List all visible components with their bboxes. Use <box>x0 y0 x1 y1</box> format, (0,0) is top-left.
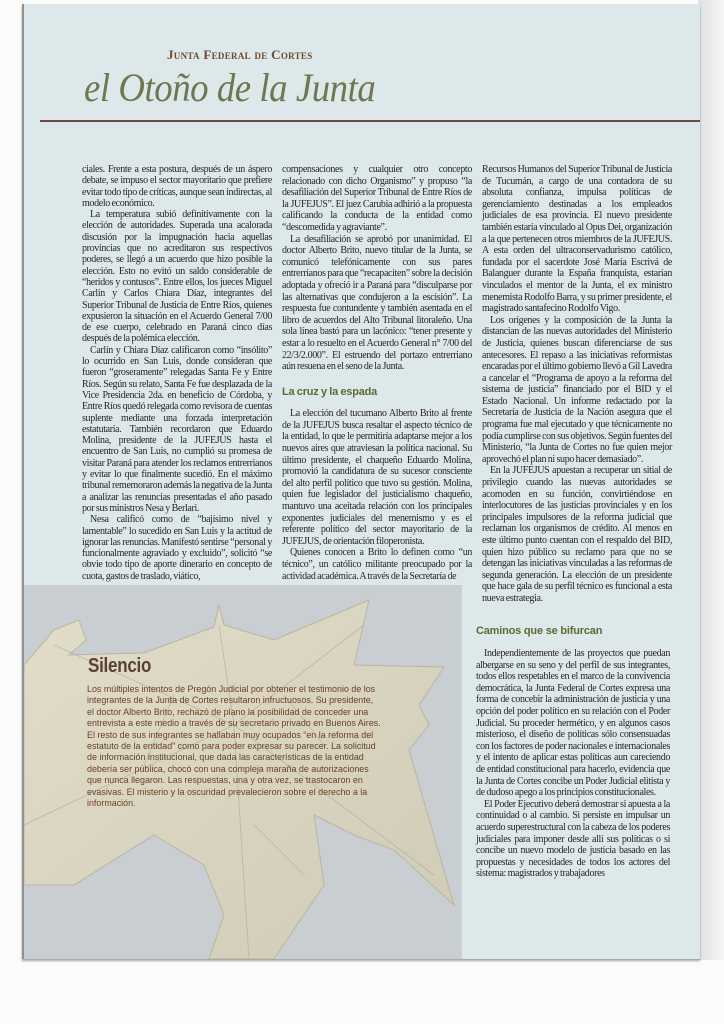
paragraph: La temperatura subió definitivamente con la elección de autoridades. Superada una acalorada discusión por la impugnación hacia aquellas provincias que no acreditaron sus respectivos poderes, se llegó a un acuerdo que hizo posible la elección. Esto no evitó un saldo considerable de “heridos y contusos”. Entre ellos, los jueces Miguel Carlín y Carlos Chiara Díaz, integrantes del Superior Tribunal de Justicia de Entre Ríos, quienes expusieron la situación en el Acuerdo General 7/00 de ese cuerpo, celebrado en Paraná cinco días después de la polémica elección. <box>82 209 272 345</box>
subheading-la-cruz: La cruz y la espada <box>282 385 378 398</box>
sidebar-box-text: Los múltiples intentos de Pregón Judicial por obtener el testimonio de los integrantes de la Junta de Cortes resultaron infructuosos. Su presidente, el doctor Alberto Brito, rechazó de plano la posibilidad de conceder una entrevista a este medio a través de su secretario privado en Buenos Aires. El resto de sus integrantes se hallaban muy ocupados “en la reforma del estatuto de la entidad” como para poder expresar su parecer. La solicitud de información institucional, que dada las características de la entidad debería ser pública, chocó con una compleja maraña de autorizaciones que nunca llegaron. Las respuestas, una y otra vez, se trastocaron en evasivas. El misterio y la oscuridad prevalecieron sobre el derecho a la información. <box>87 683 381 809</box>
article-column-1 <box>82 164 272 582</box>
scan-edge <box>698 0 724 960</box>
paragraph: Quienes conocen a Brito lo definen como “un técnico”, un católico militante preocupado por la actividad académica. A través de la Secretaría de <box>282 547 472 582</box>
paragraph: Carlín y Chiara Díaz calificaron como “insólito” lo ocurrido en San Luis, donde consideran que fueron “groseramente” relegadas Santa Fe y Entre Ríos. Según su relato, Santa Fe fue desplazada de la Vice Presidencia 2da. en beneficio de Córdoba, y Entre Ríos quedó relegada como revisora de cuentas suplente mediante una forzada interpretación estatutaria. También recordaron que Eduardo Molina, presidente de la JUFEJUS hasta el encuentro de San Luis, no cumplió su promesa de visitar Paraná para atender los reclamos entrerrianos y evitar lo que finalmente sucedió. En el máximo tribunal rememoraron además la negativa de la Junta a analizar las renuncias presentadas el año pasado por sus ministros Nesa y Berlari. <box>82 344 272 514</box>
paragraph: compensaciones y cualquier otro concepto relacionado con dicho Organismo” y propuso “la desafiliación del Superior Tribunal de Entre Ríos de la JUFEJUS”. El juez Carubia adhirió a la propuesta calificando la conducta de la entidad como “descomedida y agraviante”. <box>282 164 472 233</box>
paragraph: Independientemente de las proyectos que puedan albergarse en su seno y del perfil de sus integrantes, todos ellos respetables en el marco de la convivencia democrática, la Junta Federal de Cortes expresa una forma de concebir la administración de justicia y una opción del poder político en su relación con el Poder Judicial. Su proceder hermético, y en algunos casos misterioso, el diseño de políticas sólo consensuadas con los factores de poder nacionales e internacionales y el intento de aplicar estas políticas aun careciendo de entidad constitucional para hacerlo, evidencia que la Junta de Cortes concibe un Poder Judicial elitista y de dudoso apego a los principios constitucionales. <box>476 648 670 799</box>
paragraph: En la JUFEJUS apuestan a recuperar un sitial de privilegio cuando las nuevas autoridades se acomoden en su función, convirtiéndose en interlocutores de las justicias provinciales y en los principales impulsores de la reforma judicial que reclaman los organismos de crédito. Al menos en este último punto cuentan con el respaldo del BID, quien hizo público su reclamo para que no se detengan las iniciativas vinculadas a las reformas de segunda generación. La elección de un presidente que hace gala de su perfil técnico es funcional a esta nueva estrategia. <box>482 465 672 604</box>
title-divider <box>40 120 700 122</box>
paragraph: La desafiliación se aprobó por unanimidad. El doctor Alberto Brito, nuevo titular de la Junta, se comunicó telefónicamente con sus pares entrerrianos para que “recapaciten” sobre la decisión adoptada y ofreció ir a Paraná para “disculparse por las alternativas que condujeron a la escisión”. La respuesta fue contundente y también asentada en el libro de acuerdos del Alto Tribunal litoraleño. Una sola línea bastó para un lacónico: “tener presente y estar a lo resuelto en el Acuerdo General n° 7/00 del 22/3/2.000”. El estruendo del portazo entrerriano aún resuena en el seno de la Junta. <box>282 233 472 373</box>
article-column-3 <box>482 164 672 605</box>
paragraph: Recursos Humanos del Superior Tribunal de Justicia de Tucumán, a cargo de una contadora de su absoluta confianza, impulsa políticas de gerenciamiento destinadas a los empleados judiciales de esa provincia. El nuevo presidente también estaría vinculado al Opus Dei, organización a la que pertenecen otros miembros de la JUFEJUS. A esta orden del ultraconservadurismo católico, fundada por el sacerdote José María Escrivá de Balanguer durante la España franquista, estarían vinculados el mentor de la Junta, el ex ministro menemista Rodolfo Barra, y su primer presidente, el magistrado santafecino Rodolfo Vigo. <box>482 164 672 315</box>
paragraph: Nesa calificó como de “bajísimo nivel y lamentable” lo sucedido en San Luis y la actitud de ignorar las renuncias. Manifestó sentirse “personal y funcionalmente agraviado y excluido”, solicitó “se obvie todo tipo de aporte dinerario en concepto de cuota, gastos de traslado, viático, <box>82 514 272 582</box>
sidebar-box-title: Silencio <box>88 655 152 677</box>
article-column-2 <box>282 164 472 582</box>
paragraph: Los orígenes y la composición de la Junta la distancian de las nuevas autoridades del Ministerio de Justicia, quienes buscan diferenciarse de sus antecesores. El repaso a las iniciativas reformistas encaradas por el último gobierno llevó a Gil Lavedra a cancelar el “Programa de apoyo a la reforma del sistema de justicia” financiado por el BID y el Estado Nacional. Un informe redactado por la Secretaría de Justicia de la Nación asegura que el programa fue mal ejecutado y que técnicamente no podía cumplirse con sus objetivos. Según fuentes del Ministerio, “la Junta de Cortes no fue quien mejor aprovechó el plan ni supo hacer demasiado”. <box>482 314 672 465</box>
paragraph: ciales. Frente a esta postura, después de un áspero debate, se impuso el sector mayoritario que prefiere evitar todo tipo de críticas, aunque sean indirectas, al modelo económico. <box>82 164 272 209</box>
page-title: el Otoño de la Junta <box>84 65 376 110</box>
paragraph: La elección del tucumano Alberto Brito al frente de la JUFEJUS busca resaltar el aspecto técnico de la entidad, lo que le permitiría adaptarse mejor a los nuevos aires que atraviesan la política nacional. Su último presidente, el chaqueño Eduardo Molina, promovió la candidatura de su sucesor consciente del alto perfil político que tuvo su gestión. Molina, quien fue legislador del justicialismo chaqueño, mantuvo una aceitada relación con los principales exponentes judiciales del menemismo y es el referente político del sector mayoritario de la JUFEJUS, de orientación filoperonista. <box>282 408 472 547</box>
article-column-4 <box>476 648 670 880</box>
paragraph: El Poder Ejecutivo deberá demostrar si apuesta a la continuidad o al cambio. Si persiste en impulsar un acuerdo superestructural con la cabeza de los poderes judiciales para imponer desde allí sus políticas o si concibe un nuevo modelo de justicia basado en las propuestas y necesidades de todos los actores del sistema: magistrados y trabajadores <box>476 798 670 880</box>
subheading-caminos: Caminos que se bifurcan <box>476 625 603 637</box>
section-kicker: Junta Federal de Cortes <box>167 47 313 62</box>
